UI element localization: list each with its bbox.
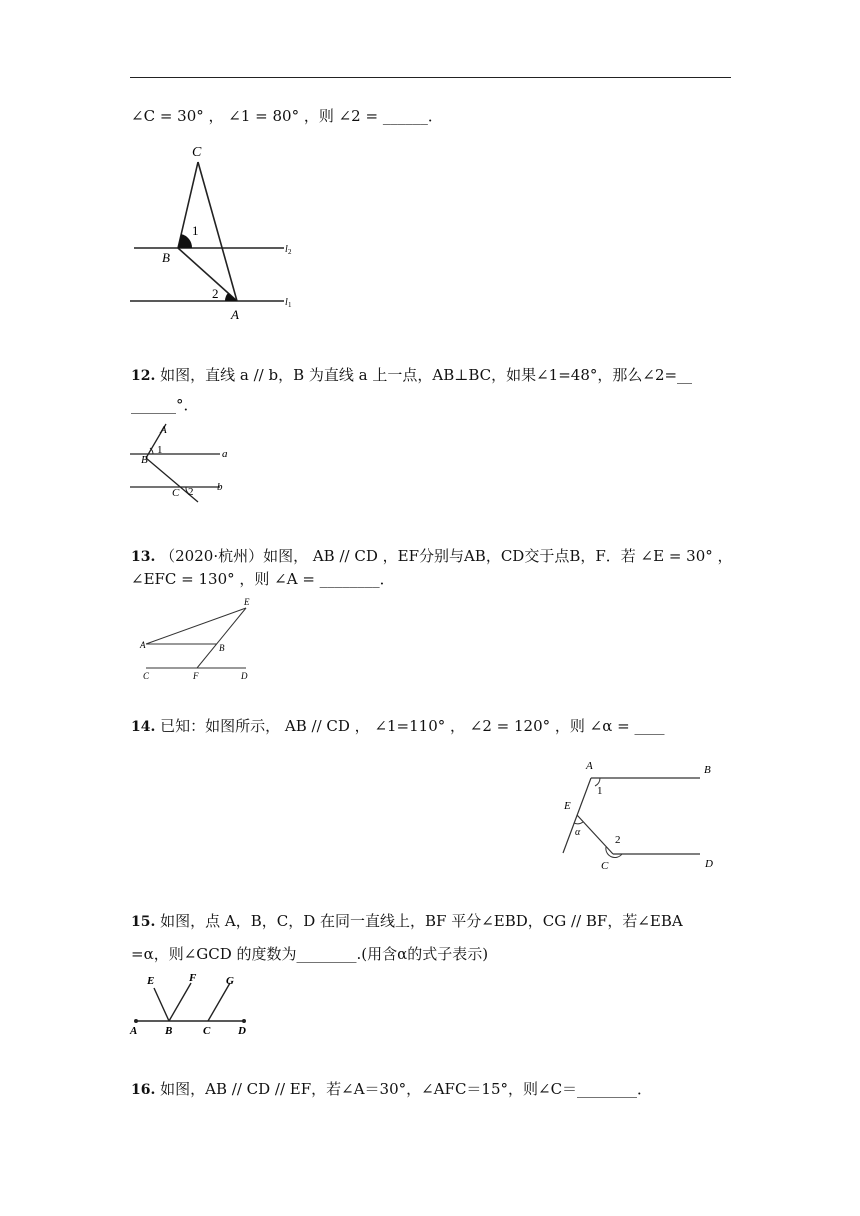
point-a — [134, 1019, 138, 1023]
problem-14-number: 14. — [131, 719, 156, 735]
label-b: B — [219, 643, 225, 653]
label-l2-sub: 2 — [288, 248, 292, 256]
problem-15-line-2: =α，则∠GCD 的度数为________.(用含α的式子表示) — [131, 945, 489, 963]
problem-13-line-1 — [131, 545, 733, 568]
problem-11-figure — [120, 138, 310, 328]
label-e: E — [564, 800, 571, 812]
problem-13-figure — [138, 595, 268, 685]
label-e: E — [147, 975, 155, 987]
label-f: F — [189, 972, 197, 984]
label-c-point: C — [172, 487, 180, 499]
label-angle-2: 2 — [188, 486, 194, 498]
segment-ec — [577, 815, 613, 854]
problem-15-text: 如图，点 A，B，C，D 在同一直线上，BF 平分∠EBD，CG // BF，若∠EBA — [160, 912, 683, 930]
label-d: D — [241, 671, 248, 681]
problem-15-figure — [126, 970, 256, 1040]
problem-14-figure — [555, 755, 725, 875]
label-e: E — [244, 597, 250, 607]
problem-14-text: 已知：如图所示， AB // CD ， ∠1=110° ， ∠2 = 120° ，则 ∠α = ____ — [160, 717, 665, 735]
label-b: B — [704, 764, 711, 776]
label-angle-1: 1 — [157, 444, 163, 456]
label-b: B — [165, 1025, 173, 1037]
problem-13-number: 13. — [131, 549, 156, 565]
problem-16-number: 16. — [131, 1082, 156, 1098]
problem-12-line-1 — [131, 364, 692, 387]
label-a-point: A — [160, 424, 167, 436]
problem-12-number: 12. — [131, 368, 156, 384]
label-a: A — [231, 307, 239, 322]
label-alpha: α — [575, 827, 581, 838]
label-c: C — [203, 1025, 211, 1037]
header-rule — [130, 77, 731, 78]
label-l1-sub: 1 — [288, 301, 292, 309]
label-f: F — [193, 671, 199, 681]
problem-12-line-2: ______°． — [131, 396, 199, 414]
problem-12-text: 如图，直线 a // b，B 为直线 a 上一点，AB⊥BC，如果∠1=48°，那么∠2=__ — [160, 366, 693, 384]
label-c: C — [601, 860, 609, 872]
label-c: C — [143, 671, 150, 681]
label-b-point: B — [141, 454, 148, 466]
ray-bf — [169, 983, 191, 1021]
label-l1: l — [285, 297, 288, 308]
label-l2: l — [285, 244, 288, 255]
angle-alpha-arc — [574, 822, 583, 824]
label-a: A — [130, 1025, 138, 1037]
problem-13-text: （2020·杭州）如图， AB // CD ，EF分别与AB，CD交于点B，F．若 ∠E = 30° ， — [160, 547, 733, 565]
problem-14-line — [131, 715, 664, 738]
point-d — [242, 1019, 246, 1023]
ray-be — [154, 988, 169, 1021]
label-line-b: b — [217, 481, 223, 493]
label-a: A — [140, 640, 146, 650]
segment-ca — [198, 162, 237, 301]
problem-15-number: 15. — [131, 914, 156, 930]
label-angle-2: 2 — [212, 286, 219, 301]
label-angle-1: 1 — [597, 785, 603, 797]
label-d: D — [238, 1025, 246, 1037]
problem-16-text: 如图，AB // CD // EF，若∠A＝30°，∠AFC＝15°，则∠C＝________． — [160, 1080, 653, 1098]
label-a: A — [586, 760, 593, 772]
problem-13-line-2: ∠EFC = 130° ，则 ∠A = ________． — [131, 570, 395, 588]
label-d: D — [705, 858, 713, 870]
problem-12-figure — [128, 420, 238, 506]
label-g: G — [226, 975, 234, 987]
problem-16-line — [131, 1078, 652, 1101]
label-line-a: a — [222, 448, 228, 460]
ray-cg — [208, 983, 230, 1021]
label-b: B — [162, 250, 170, 265]
segment-ba — [178, 248, 237, 301]
problem-15-line-1 — [131, 910, 683, 933]
problem-11-text: ∠C = 30° ， ∠1 = 80° ，则 ∠2 = ______． — [131, 107, 443, 125]
label-angle-2: 2 — [615, 834, 621, 846]
label-angle-1: 1 — [192, 223, 199, 238]
label-c: C — [192, 145, 202, 160]
